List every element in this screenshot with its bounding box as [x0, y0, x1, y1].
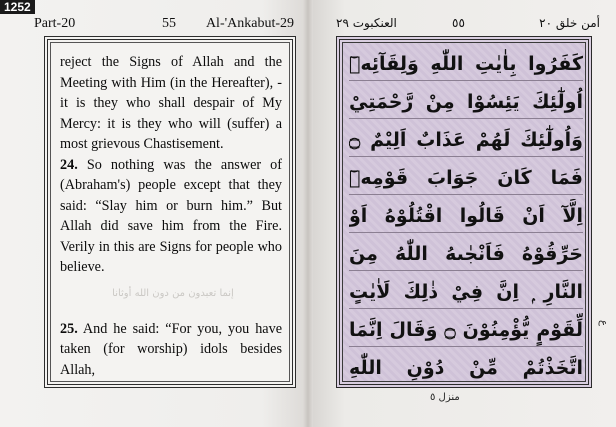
surah-label: Al-'Ankabut-29 — [205, 16, 294, 31]
arabic-line: كَفَرُوا بِاٰيٰتِ اللّٰهِ وَلِقَآئِهٖٓ — [349, 47, 583, 81]
arabic-line: فَمَا كَانَ جَوَابَ قَوْمِهٖٓ — [349, 161, 583, 195]
arabic-line: اِلَّآ اَنْ قَالُوا اقْتُلُوْهُ اَوْ — [349, 199, 583, 233]
ruku-mark: ع — [598, 320, 609, 326]
left-running-header — [34, 16, 294, 34]
paragraph-verse-24 — [60, 155, 282, 278]
translation-text — [60, 52, 282, 380]
verse-number: 24. — [60, 156, 78, 173]
arabic-frame-inner — [342, 42, 586, 382]
page-badge: 1252 — [0, 0, 35, 14]
manzil-footer: منزل ٥ — [430, 392, 460, 403]
arabic-page-number: ٥٥ — [452, 16, 465, 30]
paragraph-verse-25 — [60, 319, 282, 381]
right-running-header — [332, 16, 600, 34]
arabic-surah-label: العنكبوت ٢٩ — [336, 16, 397, 30]
arabic-line: لِّقَوْمٍ يُّؤْمِنُوْنَ ۝ وَقَالَ اِنَّمَا — [349, 313, 583, 347]
show-through-text: إنما تعبدون من دون الله أوثانا — [112, 288, 234, 299]
arabic-part-label: أمن خلق ٢٠ — [539, 16, 600, 30]
paragraph-verse-23 — [60, 52, 282, 155]
book-gutter — [303, 0, 313, 427]
verse-number: 25. — [60, 320, 78, 337]
paragraph-text: And he said: “For you, you have taken (for worship) idols besides Allah, — [60, 320, 282, 378]
arabic-frame — [336, 36, 592, 388]
part-label: Part-20 — [34, 16, 76, 31]
arabic-line: حَرِّقُوْهُ فَاَنْجٰىهُ اللّٰهُ مِنَ — [349, 237, 583, 271]
translation-frame — [44, 36, 296, 388]
arabic-line: وَاُولٰٓئِكَ لَهُمْ عَذَابٌ اَلِيْمٌ ۝ — [349, 123, 583, 157]
arabic-line: النَّارِ ۭ اِنَّ فِيْ ذٰلِكَ لَاٰيٰتٍ — [349, 275, 583, 309]
paragraph-text: So nothing was the answer of (Abraham's) people except that they said: “Slay him or burn him.” But Allah did save him from the Fire. Verily in this are Signs for people who believe. — [60, 156, 283, 275]
arabic-line: اتَّخَذْتُمْ مِّنْ دُوْنِ اللّٰهِ — [349, 357, 583, 379]
arabic-line: اُولٰٓئِكَ يَئِسُوْا مِنْ رَّحْمَتِيْ — [349, 85, 583, 119]
page-number: 55 — [162, 16, 176, 31]
paragraph-text: reject the Signs of Allah and the Meeting with Him (in the Hereafter), - it is they who shall despair of My Mercy: it is they who will (suffer) a most grievous Chastisement. — [60, 54, 282, 152]
